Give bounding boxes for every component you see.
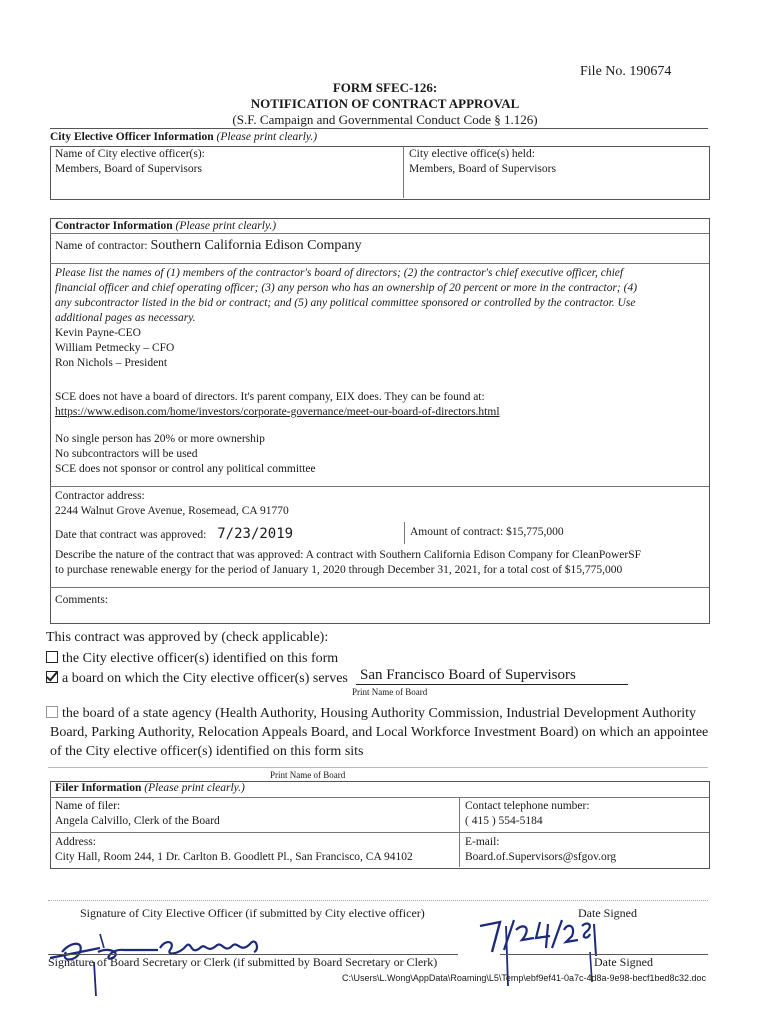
filer-address (55, 835, 413, 865)
filer-name-label: Name of filer: (55, 800, 121, 812)
office-held-value: Members, Board of Supervisors (409, 163, 556, 175)
contractor-instructions: Please list the names of (1) members of the contractor's board of directors; (2) the contractor's chief executive officer, chief financial officer and chief operating officer; (3) any person who has an ownership of 20 percent or more in the contractor; (4) any subcontractor listed in the bid or contract; and (5) any political committee sponsored or controlled by the contractor. Use additional pages as necessary. (55, 267, 638, 324)
form-code: (S.F. Campaign and Governmental Conduct Code § 1.126) (232, 112, 538, 127)
contract-amount: Amount of contract: $15,775,000 (410, 526, 564, 538)
officer-signature-label: Signature of City Elective Officer (if submitted by City elective officer) (80, 906, 425, 920)
date-signed-2: Date Signed (594, 955, 653, 969)
filer-address-label: Address: (55, 836, 96, 848)
contractor-name-label: Name of contractor: (55, 240, 148, 252)
contractor-notes: No single person has 20% or more ownership No subcontractors will be used SCE does not sponsor or control any political committee (55, 433, 316, 475)
filer-address-value: City Hall, Room 244, 1 Dr. Carlton B. Goodlett Pl., San Francisco, CA 94102 (55, 851, 413, 863)
approval-date-row (55, 526, 293, 542)
board-note: SCE does not have a board of directors. It's parent company, EIX does. They can be found at: https://www.edison.com/home/investors/corporate-governance/meet-our-board-of-directors.html (55, 390, 705, 420)
city-officer-title: City Elective Officer Information (Please print clearly.) (50, 131, 318, 143)
board-url-link[interactable]: https://www.edison.com/home/investors/corporate-governance/meet-our-board-of-directors.html (55, 406, 500, 418)
checkbox-board[interactable] (46, 671, 58, 683)
filer-phone-label: Contact telephone number: (465, 800, 590, 812)
print-name-board-caption: Print Name of Board (352, 687, 428, 697)
contract-description: Describe the nature of the contract that was approved: A contract with Southern California Edison Company for CleanPowerSF to purchase renewable energy for the period of January 1, 2020 through December 31, 2021, for a total cost of $15,775,000 (55, 549, 642, 576)
file-number: File No. 190674 (580, 64, 672, 79)
person-cfo: William Petmecky – CFO (55, 342, 175, 354)
approval-option-board[interactable]: a board on which the City elective officer(s) serves (46, 671, 348, 687)
contractor-address (55, 489, 289, 519)
filer-email (465, 835, 616, 865)
comments-label: Comments: (55, 594, 109, 606)
filer-phone (465, 799, 590, 829)
filer-name-value: Angela Calvillo, Clerk of the Board (55, 815, 220, 827)
contractor-name-value: Southern California Edison Company (150, 238, 362, 253)
filer-email-label: E-mail: (465, 836, 500, 848)
filer-title: Filer Information (Please print clearly.) (55, 782, 245, 794)
person-president: Ron Nichols – President (55, 357, 168, 369)
contractor-name-row (55, 238, 362, 254)
footer-file-path: C:\Users\L.Wong\AppData\Roaming\L5\Temp\ebf9ef41-0a7c-4d8a-9e98-becf1bed8c32.doc (342, 973, 707, 983)
contractor-address-label: Contractor address: (55, 490, 145, 502)
checkbox-officer[interactable] (46, 651, 58, 663)
contractor-people (55, 326, 174, 371)
filer-email-value: Board.of.Supervisors@sfgov.org (465, 851, 617, 863)
clerk-signature-label: Signature of Board Secretary or Clerk (if submitted by Board Secretary or Clerk) (48, 955, 438, 969)
approval-date-value: 7/23/2019 (217, 526, 294, 542)
filer-name (55, 799, 220, 829)
approval-option-officer[interactable]: the City elective officer(s) identified on this form (46, 651, 338, 667)
form-subtitle: NOTIFICATION OF CONTRACT APPROVAL (250, 96, 520, 111)
board-name-field: San Francisco Board of Supervisors (356, 667, 628, 685)
contractor-address-value: 2244 Walnut Grove Avenue, Rosemead, CA 91770 (55, 505, 289, 517)
approval-option-state-agency[interactable]: the board of a state agency (Health Authority, Housing Authority Commission, Industrial Development Authority Board, Parking Authority, Relocation Appeals Board, and Local Workforce Investment Board) on which an appointee of the City elective officer(s) identified on this form sits (46, 704, 746, 761)
approval-date-label: Date that contract was approved: (55, 529, 207, 541)
checkbox-state-agency[interactable] (46, 706, 58, 718)
print-name-board-caption-2: Print Name of Board (270, 770, 346, 780)
office-held-label: City elective office(s) held: (409, 148, 535, 160)
filer-phone-value: ( 415 ) 554-5184 (465, 815, 543, 827)
person-ceo: Kevin Payne-CEO (55, 327, 141, 339)
approval-intro: This contract was approved by (check applicable): (46, 630, 329, 645)
form-title: FORM SFEC-126: (332, 80, 438, 95)
officer-name-label: Name of City elective officer(s): (55, 148, 205, 160)
date-signed-1: Date Signed (578, 906, 637, 920)
contractor-title: Contractor Information (Please print clearly.) (55, 220, 277, 232)
officer-name-value: Members, Board of Supervisors (55, 163, 202, 175)
